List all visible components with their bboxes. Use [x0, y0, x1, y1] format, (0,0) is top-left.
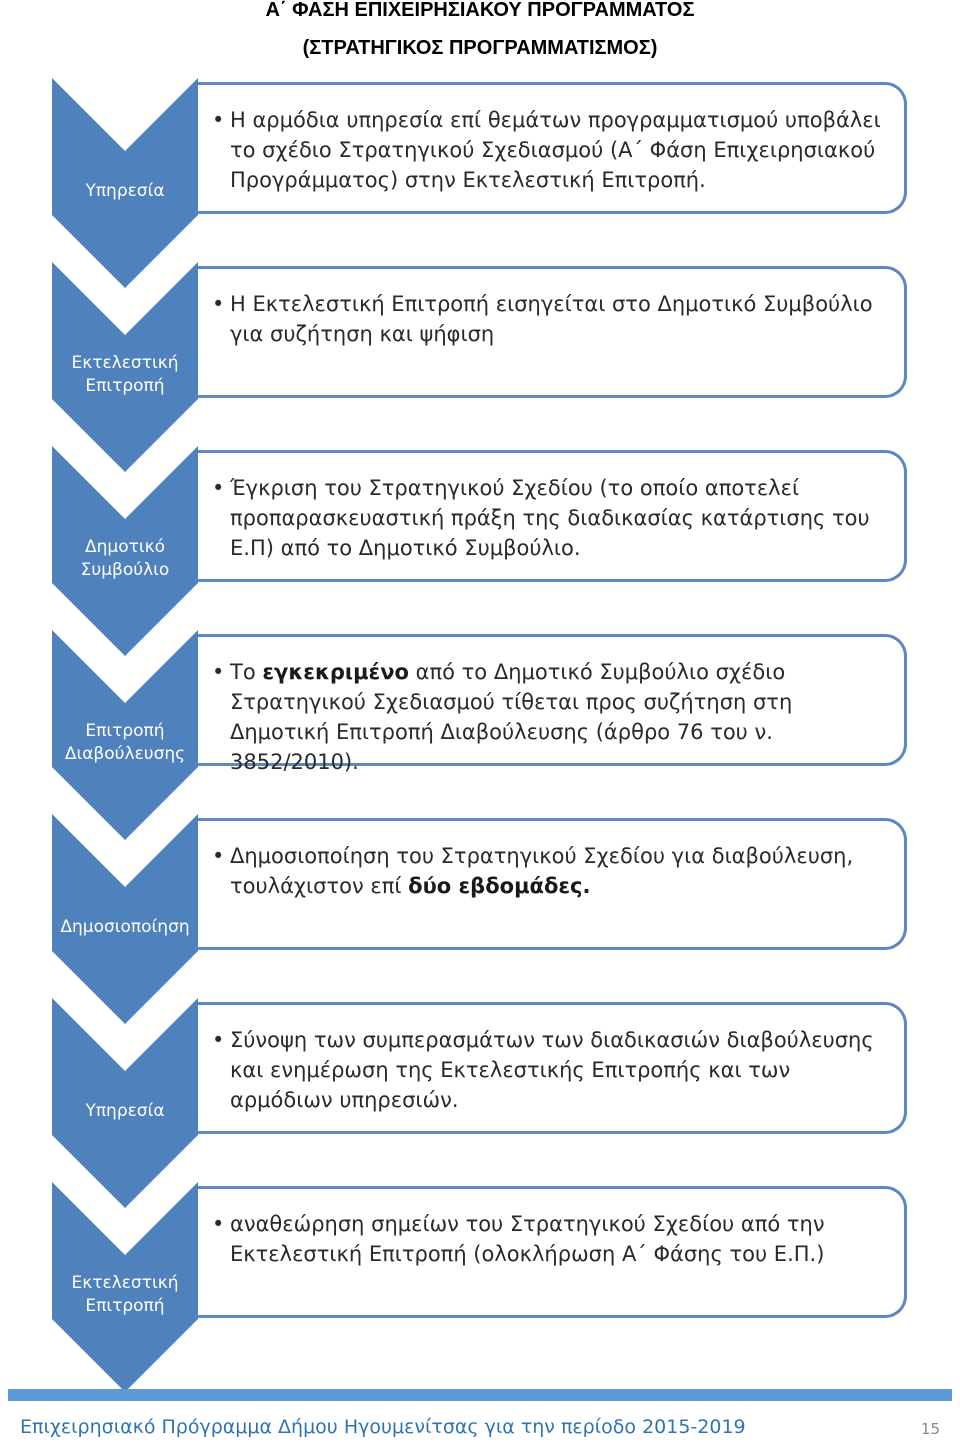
step-description-box — [198, 82, 907, 214]
step-actor-label-line: Δημοσιοποίηση — [60, 916, 190, 937]
step-description-text: Σύνοψη των συμπερασμάτων των διαδικασιών διαβούλευσης και ενημέρωση της Εκτελεστικής Επιτροπής και των αρμόδιων υπηρεσιών. — [230, 1028, 874, 1112]
step-description — [230, 105, 894, 195]
step-chevron — [52, 998, 198, 1208]
step-description-box — [198, 1186, 907, 1318]
step-actor-label-line: Υπηρεσία — [85, 1100, 165, 1121]
step-description — [230, 473, 894, 563]
step-description-box — [198, 450, 907, 582]
step-chevron — [52, 262, 198, 472]
step-description-box — [198, 634, 907, 774]
process-step — [52, 78, 908, 288]
step-description-text: Η αρμόδια υπηρεσία επί θεμάτων προγραμματισμού υποβάλει το σχέδιο Στρατηγικού Σχεδιασμού (Α΄ Φάση Επιχειρησιακού Προγράμματος) στην Εκτελεστική Επιτροπή. — [230, 108, 881, 192]
process-step — [52, 1182, 908, 1392]
step-description — [230, 657, 894, 777]
step-actor-label-line: Εκτελεστική — [71, 1273, 179, 1293]
step-description-text: Η Εκτελεστική Επιτροπή εισηγείται στο Δημοτικό Συμβούλιο για συζήτηση και ψήφιση — [230, 292, 873, 346]
step-actor-label — [52, 698, 198, 788]
step-description-emphasis: δύο εβδομάδες. — [408, 874, 591, 898]
process-step — [52, 262, 908, 472]
step-chevron — [52, 814, 198, 1024]
step-actor-label — [52, 882, 198, 972]
step-description — [230, 841, 894, 901]
step-description-box — [198, 1002, 907, 1134]
step-description-box — [198, 818, 907, 950]
step-chevron — [52, 78, 198, 288]
step-actor-label-line: Υπηρεσία — [85, 180, 165, 201]
step-description — [230, 1209, 894, 1269]
step-description-text: από το Δημοτικό Συμβούλιο σχέδιο Στρατηγικού Σχεδιασμού τίθεται προς συζήτηση στη Δημοτική Επιτροπή Διαβούλευσης (άρθρο 76 του ν. 3852/2010). — [230, 660, 793, 774]
step-actor-label-line: Επιτροπή — [85, 1296, 165, 1316]
step-description-box — [198, 266, 907, 398]
footer-text: Επιχειρησιακό Πρόγραμμα Δήμου Ηγουμενίτσας για την περίοδο 2015-2019 — [20, 1416, 746, 1438]
step-chevron — [52, 630, 198, 840]
process-step — [52, 998, 908, 1208]
page-number: 15 — [920, 1420, 940, 1438]
page-subtitle: (ΣΤΡΑΤΗΓΙΚΟΣ ΠΡΟΓΡΑΜΜΑΤΙΣΜΟΣ) — [302, 37, 658, 59]
step-description-text: Το — [230, 660, 263, 684]
step-description-text: Δημοσιοποίηση του Στρατηγικού Σχεδίου για διαβούλευση, τουλάχιστον επί — [230, 844, 854, 898]
step-actor-label — [52, 330, 198, 420]
step-actor-label-line: Δημοτικό — [84, 537, 166, 557]
step-description-emphasis: εγκεκριμένο — [262, 660, 409, 684]
footer-divider-bar — [8, 1389, 952, 1401]
step-description-text: αναθεώρηση σημείων του Στρατηγικού Σχεδίου από την Εκτελεστική Επιτροπή (ολοκλήρωση Α΄ Φάσης του Ε.Π.) — [230, 1212, 825, 1266]
step-actor-label — [52, 1250, 198, 1340]
page-title: Α΄ ΦΑΣΗ ΕΠΙΧΕΙΡΗΣΙΑΚΟΥ ΠΡΟΓΡΑΜΜΑΤΟΣ — [265, 0, 695, 21]
step-actor-label-line: Εκτελεστική — [71, 353, 179, 373]
step-description — [230, 289, 894, 349]
step-actor-label — [52, 514, 198, 604]
step-actor-label — [52, 146, 198, 236]
step-actor-label-line: Επιτροπή — [85, 721, 165, 741]
step-description — [230, 1025, 894, 1115]
process-step — [52, 630, 908, 840]
step-description-text: Έγκριση του Στρατηγικού Σχεδίου (το οποίο αποτελεί προπαρασκευαστική πράξη της διαδικασίας κατάρτισης του Ε.Π) από το Δημοτικό Συμβούλιο. — [230, 476, 870, 560]
step-actor-label-line: Συμβούλιο — [80, 560, 170, 580]
process-step — [52, 446, 908, 656]
process-step — [52, 814, 908, 1024]
step-chevron — [52, 446, 198, 656]
step-actor-label-line: Επιτροπή — [85, 376, 165, 396]
step-actor-label-line: Διαβούλευσης — [64, 744, 186, 764]
step-actor-label — [52, 1066, 198, 1156]
step-chevron — [52, 1182, 198, 1392]
